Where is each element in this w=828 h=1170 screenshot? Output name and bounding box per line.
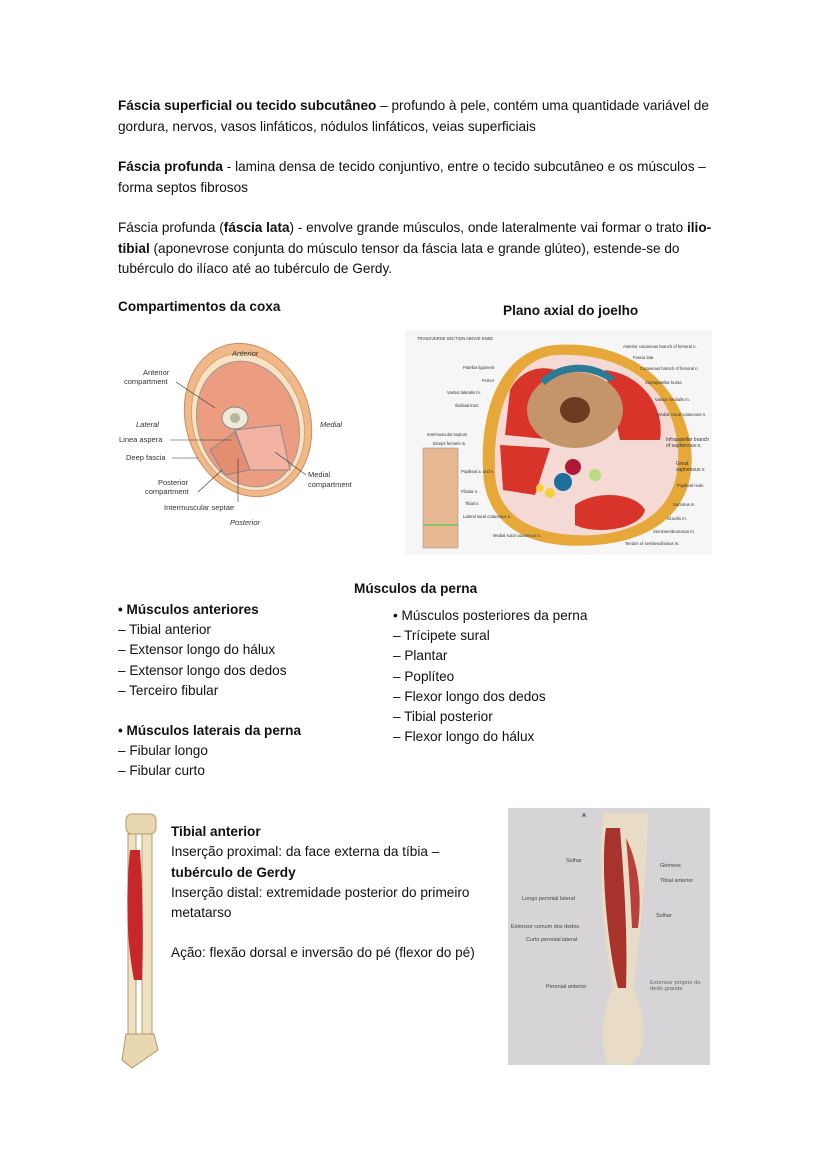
label-posterior: Posterior — [230, 518, 261, 527]
label: Medial sural cutaneous n. — [493, 533, 541, 538]
label-extensor-proprio: Extensor próprio do dedo grande — [650, 980, 701, 993]
text: (aponevrose conjunta do músculo tensor da fáscia lata e grande glúteo), estende-se do tubérculo do ilíaco até ao tubérculo de Gerdy. — [118, 240, 680, 276]
leg-muscles-heading: Músculos da perna — [354, 581, 478, 596]
distal-insertion: Inserção distal: extremidade posterior do primeiro metatarso — [171, 884, 470, 921]
text: ) - envolve grande músculos, onde lateralmente vai formar o trato — [289, 220, 687, 235]
list-item: – Flexor longo dos dedos — [393, 688, 546, 704]
label: Curto peronial lateral — [526, 937, 578, 943]
term: ilio-tibial — [118, 220, 712, 256]
label: Semimembranosus m. — [653, 529, 695, 534]
term: Fáscia superficial ou tecido subcutâneo — [118, 98, 377, 113]
proximal-insertion: Inserção proximal: da face externa da tíbia – — [171, 844, 440, 860]
label-lateral: Lateral — [136, 420, 159, 429]
label: Gémeos — [660, 863, 681, 869]
list-title: • Músculos posteriores da perna — [393, 608, 588, 623]
label: Cutaneous branch of femoral n. — [640, 366, 699, 371]
figure-letter: A — [582, 813, 586, 819]
label: Biceps femoris m. — [433, 441, 467, 446]
list-item: – Trícipete sural — [393, 628, 490, 644]
label: Posterior — [158, 478, 189, 487]
tibialis-anterior-illustration — [112, 810, 167, 1072]
list-item: – Tibial posterior — [393, 709, 493, 725]
posterior-muscles-list — [393, 606, 587, 747]
label: Femur — [482, 378, 495, 383]
label: Peronial anterior — [546, 984, 587, 990]
definition: – profundo à pele, contém uma quantidade variável de gordura, nervos, vasos linfáticos, nódulos linfáticos, veias superficiais — [118, 98, 709, 134]
label: Anterior — [143, 368, 170, 377]
label: Sartorius m. — [673, 502, 696, 507]
label: Linea aspera — [119, 435, 163, 444]
term: fáscia lata — [223, 220, 290, 235]
label: compartment — [308, 480, 352, 489]
list-item: – Tibial anterior — [118, 622, 211, 638]
paragraph-fascia-lata — [118, 218, 718, 280]
label: Intermuscular septum — [427, 432, 468, 437]
list-item: – Extensor longo do hálux — [118, 642, 276, 658]
label: Deep fascia — [126, 453, 166, 462]
list-item: – Terceiro fibular — [118, 682, 219, 698]
list-title: • Músculos anteriores — [118, 602, 259, 617]
label-medial: Medial — [320, 420, 343, 429]
label: Fibular n. — [461, 489, 479, 494]
label: Medial crural cutaneous n. — [657, 412, 707, 417]
label-infrapatellar-branch: Infrapatellar branch of saphenous n. — [666, 437, 710, 449]
knee-heading: Plano axial do joelho — [503, 303, 639, 318]
label: Tibial n. — [465, 501, 480, 506]
label: Tendon of semitendinosus m. — [625, 541, 680, 546]
list-item: – Plantar — [393, 648, 448, 664]
term: Fáscia profunda — [118, 159, 223, 174]
list-item: – Fibular longo — [118, 743, 208, 759]
list-item: – Poplíteo — [393, 668, 455, 684]
label: Anterior cutaneous branch of femoral n. — [623, 344, 697, 349]
list-title: • Músculos laterais da perna — [118, 723, 302, 739]
proximal-insertion-bold: tubérculo de Gerdy — [171, 864, 296, 880]
label: Longo peronial lateral — [522, 896, 575, 902]
anterior-muscles-list — [118, 600, 301, 782]
label: compartment — [145, 487, 189, 496]
label: Vastus lateralis m. — [447, 390, 481, 395]
thigh-cross-section-diagram — [110, 330, 370, 530]
label: Patellar ligament — [463, 365, 495, 370]
image-title: TRANSVERSE SECTION ABOVE KNEE — [417, 336, 494, 341]
label: compartment — [124, 377, 168, 386]
list-item: – Fibular curto — [118, 763, 205, 779]
list-item: – Flexor longo do hálux — [393, 729, 535, 745]
label: Popliteal node — [677, 483, 704, 488]
label: Gracilis m. — [667, 516, 687, 521]
label: Fascia lata — [633, 355, 654, 360]
label: Solhar — [566, 858, 582, 864]
label-anterior: Anterior — [232, 349, 259, 358]
label: Medial — [308, 470, 331, 479]
paragraph-deep-fascia — [118, 157, 718, 198]
label: Iliotibial tract — [455, 403, 479, 408]
label: Popliteal a. and v. — [461, 469, 494, 474]
label: Extensor comum dos dedos — [511, 924, 580, 930]
definition: - lamina densa de tecido conjuntivo, entre o tecido subcutâneo e os músculos – forma septos fibrosos — [118, 159, 706, 195]
label: Solhar — [656, 913, 672, 919]
action: Ação: flexão dorsal e inversão do pé (flexor do pé) — [171, 945, 475, 961]
label: Suprapatellar bursa — [645, 380, 682, 385]
tibial-anterior-description — [171, 822, 501, 964]
list-item: – Extensor longo dos dedos — [118, 662, 287, 678]
thigh-heading: Compartimentos da coxa — [118, 299, 281, 314]
label: Vastus medialis m. — [655, 397, 690, 402]
muscle-title: Tibial anterior — [171, 824, 261, 839]
leg-muscles-photo — [508, 808, 710, 1065]
label: Tibial anterior — [660, 878, 694, 884]
text: Fáscia profunda ( — [118, 220, 224, 235]
label: Intermuscular septae — [164, 503, 235, 512]
paragraph-superficial-fascia — [118, 96, 718, 137]
label: Lateral sural cutaneous n. — [463, 514, 512, 519]
label-great-saphenous: Great saphenous v. — [676, 461, 706, 473]
